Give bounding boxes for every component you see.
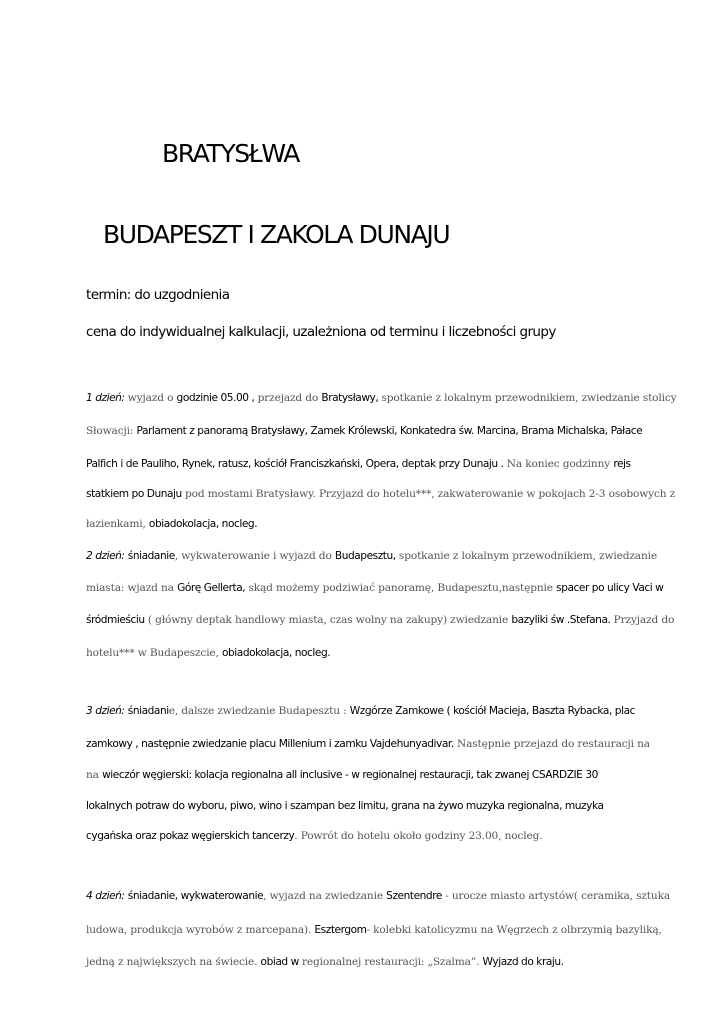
day3-line4: lokalnych potraw do wyboru, piwo, wino i szampan bez limitu, grana na żywo muzyka regionalna, muzyka (86, 800, 604, 812)
day1-line5: łazienkami, obiadokolacja, nocleg. (86, 518, 258, 530)
day1-line2: Słowacji: Parlament z panoramą Bratysławy, Zamek Królewski, Konkatedra św. Marcina, Brama Michalska, Pałace (86, 425, 643, 437)
day1-line3: Palfich i de Pauliho, Rynek, ratusz, kościół Franciszkański, Opera, deptak przy Dunaju . Na koniec godzinny rejs (86, 458, 631, 470)
day1-label: 1 dzień: (86, 392, 125, 404)
day4-line3: jedną z największych na świecie. obiad w regionalnej restauracji: „Szalma”. Wyjazd do kraju. (86, 956, 564, 968)
day4-label: 4 dzień: (86, 890, 125, 902)
day1-line1: 1 dzień: wyjazd o godzinie 05.00 , przejazd do Bratysławy, spotkanie z lokalnym przewodnikiem, zwiedzanie stolicy (86, 392, 677, 404)
day4-line2: ludowa, produkcja wyrobów z marcepana). Esztergom- kolebki katolicyzmu na Węgrzech z olbrzymią bazyliką, (86, 924, 662, 936)
day3-line2: zamkowy , następnie zwiedzanie placu Millenium i zamku Vajdehunyadivar. Następnie przejazd do restauracji na (86, 738, 650, 750)
day3-line3: na wieczór węgierski: kolacja regionalna all inclusive - w regionalnej restauracji, tak zwanej CSARDZIE 30 (86, 769, 598, 781)
day2-label: 2 dzień: (86, 550, 125, 562)
day3-line5: cygańska oraz pokaz węgierskich tancerzy. Powrót do hotelu około godziny 23.00, nocleg. (86, 830, 543, 842)
day4-line1: 4 dzień: śniadanie, wykwaterowanie, wyjazd na zwiedzanie Szentendre - urocze miasto artystów( ceramika, sztuka (86, 890, 671, 902)
day2-line2: miasta: wjazd na Górę Gellerta, skąd możemy podziwiać panoramę, Budapesztu,następnie spacer po ulicy Vaci w (86, 582, 664, 594)
term-line: termin: do uzgodnienia (86, 287, 230, 303)
day2-line1: 2 dzień: śniadanie, wykwaterowanie i wyjazd do Budapesztu, spotkanie z lokalnym przewodnikiem, zwiedzanie (86, 550, 657, 562)
day3-label: 3 dzień: (86, 705, 125, 717)
day2-line4: hotelu*** w Budapeszcie, obiadokolacja, nocleg. (86, 647, 331, 659)
day3-line1: 3 dzień: śniadanie, dalsze zwiedzanie Budapesztu : Wzgórze Zamkowe ( kościół Macieja, Baszta Rybacka, plac (86, 705, 635, 717)
price-line: cena do indywidualnej kalkulacji, uzależniona od terminu i liczebności grupy (86, 324, 556, 340)
day1-line4: statkiem po Dunaju pod mostami Bratysławy. Przyjazd do hotelu***, zakwaterowanie w pokojach 2-3 osobowych z (86, 488, 676, 500)
title-budapeszt: BUDAPESZT I ZAKOLA DUNAJU (103, 220, 450, 249)
day2-line3: śródmieściu ( główny deptak handlowy miasta, czas wolny na zakupy) zwiedzanie bazyliki św .Stefana. Przyjazd do (86, 614, 675, 626)
title-bratyslawa: BRATYSŁWA (162, 139, 299, 168)
